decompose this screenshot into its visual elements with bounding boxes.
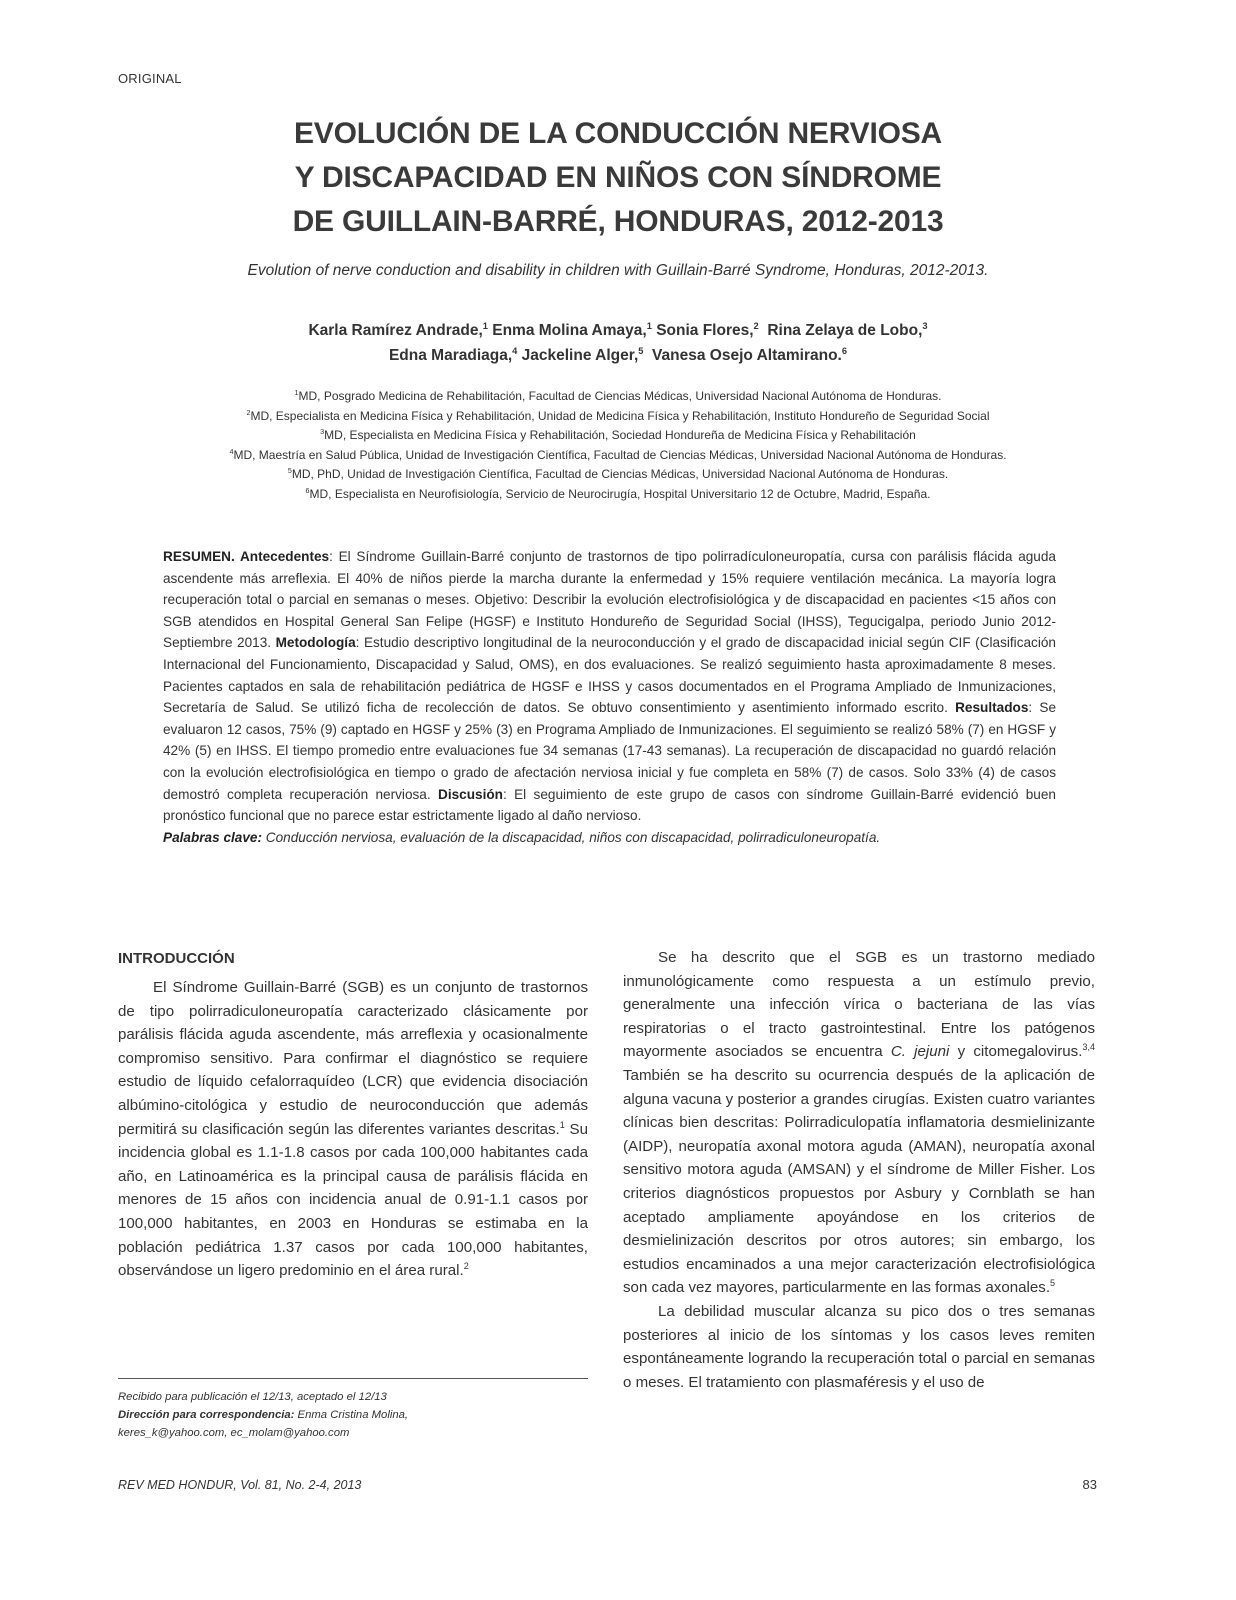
- citation-ref: 2: [463, 1261, 469, 1272]
- author-list: [150, 318, 1086, 368]
- keywords-label: Palabras clave:: [163, 829, 262, 845]
- author-affil-ref: 1: [646, 320, 652, 331]
- affiliation: $^3$MD, Especialista en Medicina Física y Rehabilitación, Sociedad Hondureña de Medicina Física y Rehabilitación: [320, 427, 916, 442]
- affiliation: $^6$MD, Especialista en Neurofisiología, Servicio de Neurocirugía, Hospital Universitario 12 de Octubre, Madrid, España.: [305, 485, 931, 501]
- abstract-text: : El seguimiento de este grupo de casos con síndrome Guillain-Barré evidenció buen pronóstico funcional que no parece estar estrictamente ligado al daño nervioso.: [163, 786, 1056, 824]
- page-number: 83: [1082, 1477, 1097, 1492]
- footnote: [118, 1388, 588, 1442]
- author-name: Jackeline Alger,: [521, 347, 639, 364]
- abstract-text: : El Síndrome Guillain-Barré conjunto de trastornos de tipo polirradículoneuropatía, cursa con parálisis flácida aguda ascendente más arreflexia. El 40% de niños pierde la marcha durante la enfermedad y 15% requiere ventilación mecánica. La mayoría logra recuperación total o parcial en semanas o meses. Objetivo: Describir la evolución electrofisiológica y de discapacidad en pacientes <15 años con SGB atendidos en Hospital General San Felipe (HGSF) e Instituto Hondureño de Seguridad Social (IHSS), Tegucigalpa, periodo Junio 2012-Septiembre 2013.: [163, 549, 1056, 651]
- abstract-section-label: Antecedentes: [239, 549, 330, 564]
- author-name: Edna Maradiaga,: [388, 347, 513, 364]
- citation-ref: 5: [1050, 1278, 1056, 1289]
- author-name: Rina Zelaya de Lobo,: [767, 322, 923, 339]
- affiliation: $^4$MD, Maestría en Salud Pública, Unidad de Investigación Científica, Facultad de Ciencias Médicas, Universidad Nacional Autónoma de Honduras.: [229, 446, 1007, 462]
- author-name: Karla Ramírez Andrade,: [308, 322, 483, 339]
- author-name: Enma Molina Amaya,: [492, 322, 647, 339]
- journal-citation: REV MED HONDUR, Vol. 81, No. 2-4, 2013: [118, 1478, 362, 1492]
- title-line: EVOLUCIÓN DE LA CONDUCCIÓN NERVIOSA: [293, 117, 943, 150]
- author-affil-ref: 1: [482, 320, 488, 331]
- citation-ref: 1: [559, 1119, 565, 1130]
- authors-line: [150, 343, 1086, 368]
- title-line: Y DISCAPACIDAD EN NIÑOS CON SÍNDROME: [294, 161, 942, 194]
- author-name: Vanesa Osejo Altamirano.: [652, 347, 842, 364]
- keywords: [163, 827, 1056, 849]
- abstract-section-label: Resultados: [955, 700, 1029, 716]
- affiliation: $^1$MD, Posgrado Medicina de Rehabilitación, Facultad de Ciencias Médicas, Universidad Nacional Autónoma de Honduras.: [294, 388, 942, 403]
- english-subtitle: Evolution of nerve conduction and disability in children with Guillain-Barré Syndrome, Honduras, 2012-2013.: [247, 262, 989, 279]
- right-column: [623, 946, 1095, 1394]
- received-date: Recibido para publicación el 12/13, aceptado el 12/13: [118, 1391, 387, 1403]
- body-paragraph: Se ha descrito que el SGB es un trastorno mediado inmunológicamente como respuesta a un estímulo previo, generalmente una infección vírica o bacteriana de las vías respiratorias o el tracto gastrointestinal. Entre los patógenos mayormente asociados se encuentra C. jejuni y citomegalovirus.$^{3,4}$ También se ha descrito su ocurrencia después de la aplicación de alguna vacuna y posterior a grandes cirugías. Existen cuatro variantes clínicas bien descritas: Polirradiculopatía inflamatoria desmielinizante (AIDP), neuropatía axonal motora aguda (AMAN), neuropatía axonal sensitivo motora aguda (AMSAN) y el síndrome de Miller Fisher. Los criterios diagnósticos propuestos por Asbury y Cornblath se han aceptado ampliamente apoyándose en los criterios de desmielinización descritos por otros autores; sin embargo, los estudios encaminados a una mejor caracterización electrofisiológica son cada vez mayores, particularmente en las formas axonales.$^5$: [623, 949, 1095, 1297]
- left-column: [118, 976, 588, 1283]
- body-paragraph: El Síndrome Guillain-Barré (SGB) es un conjunto de trastornos de tipo polirradiculoneuropatía caracterizado clásicamente por parálisis flácida aguda ascendente, más arreflexia y ocasionalmente compromiso sensitivo. Para confirmar el diagnóstico se requiere estudio de líquido cefalorraquídeo (LCR) que evidencia disociación albúmino-citológica y estudio de neuroconducción que además permitirá su clasificación según las diferentes variantes descritas.$^1$ Su incidencia global es 1.1-1.8 casos por cada 100,000 habitantes cada año, en Latinoamérica es la principal causa de parálisis flácida en menores de 15 años con incidencia anual de 0.91-1.1 casos por 100,000 habitantes, en 2003 en Honduras se estimaba en la población pediátrica 1.37 casos por cada 100,000 habitantes, observándose un ligero predominio en el área rural.$^2$: [118, 979, 588, 1280]
- author-affil-ref: 4: [512, 345, 518, 356]
- author-name: Sonia Flores,: [656, 322, 754, 339]
- author-affil-ref: 6: [841, 345, 848, 356]
- affiliation: $^2$MD, Especialista en Medicina Física y Rehabilitación, Unidad de Medicina Física y Rehabilitación, Instituto Hondureño de Seguridad Social: [246, 407, 990, 423]
- abstract: [163, 546, 1056, 848]
- author-affil-ref: 3: [922, 320, 928, 331]
- abstract-text: : Se evaluaron 12 casos, 75% (9) captado en HGSF y 25% (3) en Programa Ampliado de Inmunizaciones. El seguimiento se realizó 58% (7) en HGSF y 42% (5) en IHSS. El tiempo promedio entre evaluaciones fue 34 semanas (17-43 semanas). La recuperación de discapacidad no guardó relación con la evolución electrofisiológica en tiempo o grado de afectación nerviosa inicial y fue completa en 58% (7) de casos. Solo 33% (4) de casos demostró completa recuperación nerviosa.: [163, 700, 1057, 802]
- author-affil-ref: 5: [638, 345, 644, 356]
- title-line: DE GUILLAIN-BARRÉ, HONDURAS, 2012-2013: [292, 205, 944, 238]
- keywords-text: Conducción nerviosa, evaluación de la discapacidad, niños con discapacidad, polirradiculoneuropatía.: [262, 829, 881, 845]
- article-title: [150, 112, 1086, 244]
- affiliation-list: [110, 387, 1126, 504]
- affiliation: $^5$MD, PhD, Unidad de Investigación Científica, Facultad de Ciencias Médicas, Universidad Nacional Autónoma de Honduras.: [287, 466, 949, 481]
- abstract-section-label: Metodología: [275, 635, 356, 651]
- abstract-section-label: Discusión: [438, 786, 503, 802]
- section-label: ORIGINAL: [118, 71, 182, 86]
- author-affil-ref: 2: [753, 320, 759, 331]
- footnote-divider: [118, 1378, 588, 1379]
- abstract-label: RESUMEN.: [163, 549, 240, 564]
- authors-line: [150, 318, 1086, 343]
- abstract-text: : Estudio descriptivo longitudinal de la neuroconducción y el grado de discapacidad inicial según CIF (Clasificación Internacional del Funcionamiento, Discapacidad y Salud, OMS), en dos evaluaciones. Se realizó seguimiento hasta aproximadamente 8 meses. Pacientes captados en sala de rehabilitación pediátrica de HGSF e IHSS y casos documentados en el Programa Ampliado de Inmunizaciones, Secretaría de Salud. Se utilizó ficha de recolección de datos. Se obtuvo consentimiento y asentimiento informado escrito.: [163, 635, 1056, 716]
- abstract-body: [163, 546, 1056, 827]
- correspondence-emails[interactable]: keres_k@yahoo.com, ec_molam@yahoo.com: [118, 1427, 350, 1439]
- section-heading: INTRODUCCIÓN: [118, 950, 235, 967]
- citation-ref: 3,4: [1082, 1042, 1095, 1053]
- correspondence: Dirección para correspondencia: Enma Cristina Molina,: [118, 1409, 409, 1421]
- body-paragraph: La debilidad muscular alcanza su pico dos o tres semanas posteriores al inicio de los síntomas y los casos leves remiten espontáneamente logrando la recuperación total o parcial en semanas o meses. El tratamiento con plasmaféresis y el uso de: [623, 1302, 1095, 1391]
